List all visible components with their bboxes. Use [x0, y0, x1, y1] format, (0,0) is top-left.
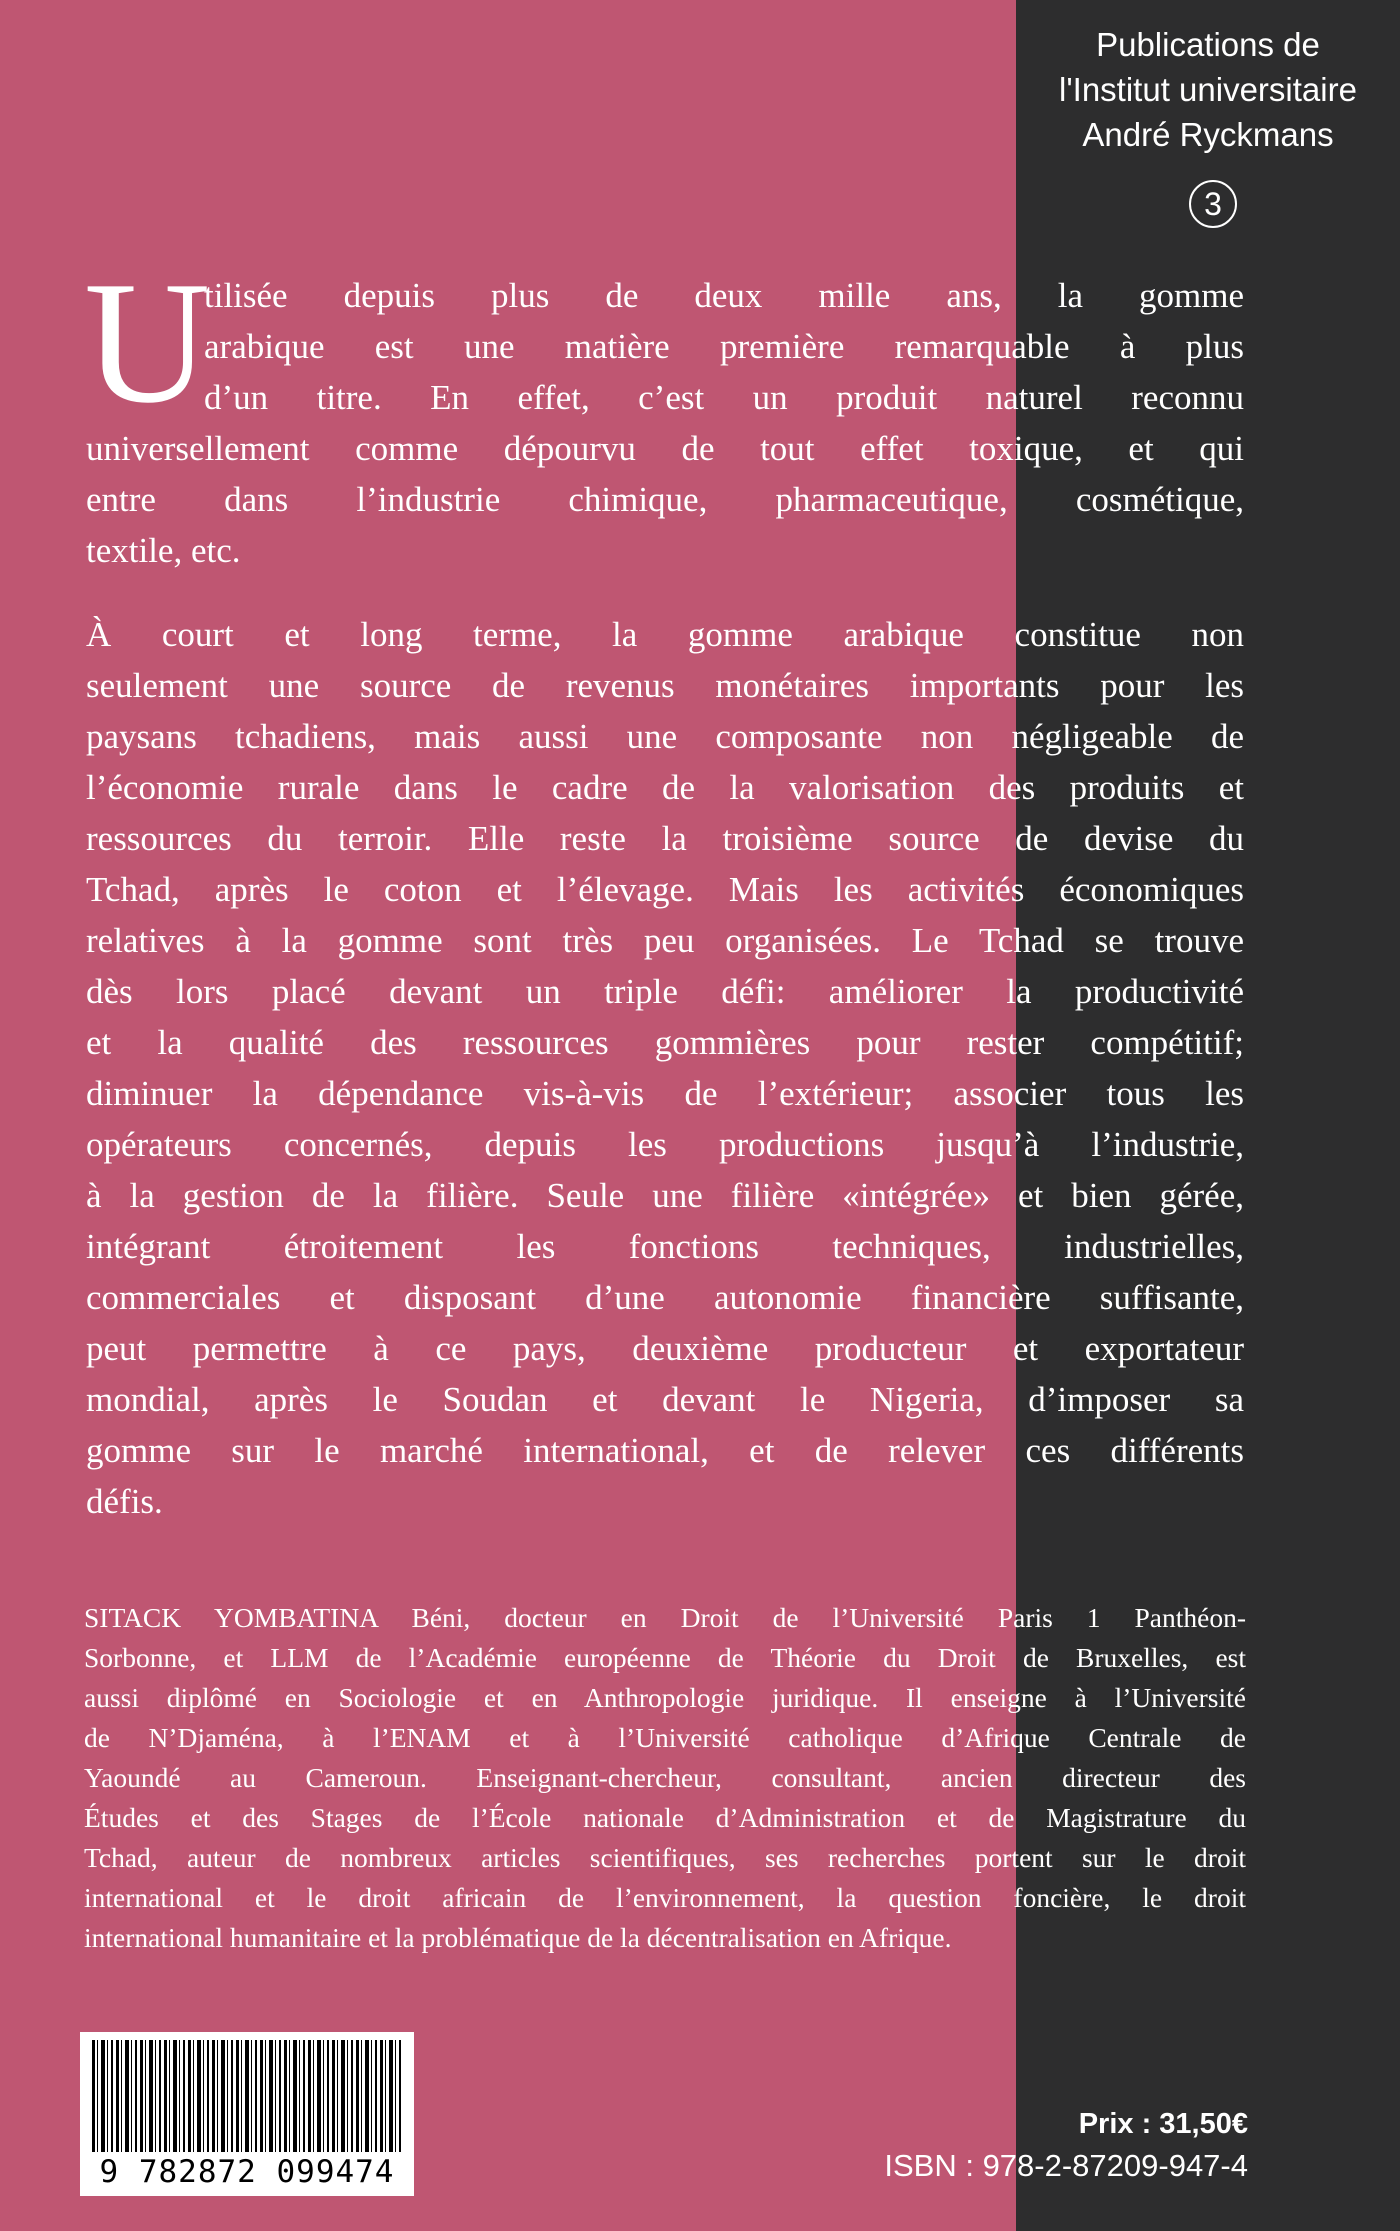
series-title — [1016, 22, 1400, 157]
price-label: Prix : 31,50€ — [1078, 2108, 1248, 2140]
paragraph2-line: peut permettre à ce pays, deuxième producteur et exportateur — [86, 1329, 1244, 1368]
paragraph2-line: et la qualité des ressources gommières pour rester compétitif; — [86, 1023, 1244, 1062]
barcode-digits: 9 782872 099474 — [99, 2154, 395, 2190]
author-bio-line: aussi diplômé en Sociologie et en Anthropologie juridique. Il enseigne à l’Université — [84, 1682, 1246, 1713]
paragraph2-line: paysans tchadiens, mais aussi une composante non négligeable de — [86, 717, 1244, 756]
paragraph1-line: universellement comme dépourvu de tout effet toxique, et qui — [86, 429, 1244, 468]
paragraph2-line: relatives à la gomme sont très peu organisées. Le Tchad se trouve — [86, 921, 1244, 960]
isbn-barcode — [80, 2032, 414, 2196]
paragraph2-line: Tchad, après le coton et l’élevage. Mais les activités économiques — [86, 870, 1244, 909]
paragraph1-line: textile, etc. — [86, 531, 241, 570]
series-number-badge: 3 — [1189, 180, 1237, 228]
paragraph1-line: entre dans l’industrie chimique, pharmaceutique, cosmétique, — [86, 480, 1244, 519]
author-bio-line: SITACK YOMBATINA Béni, docteur en Droit de l’Université Paris 1 Panthéon- — [84, 1602, 1246, 1633]
paragraph2-line: l’économie rurale dans le cadre de la valorisation des produits et — [86, 768, 1244, 807]
author-bio-line: Sorbonne, et LLM de l’Académie européenne de Théorie du Droit de Bruxelles, est — [84, 1642, 1246, 1673]
paragraph2-line: intégrant étroitement les fonctions techniques, industrielles, — [86, 1227, 1244, 1266]
author-bio-line: de N’Djaména, à l’ENAM et à l’Université catholique d’Afrique Centrale de — [84, 1722, 1246, 1753]
paragraph2-line: dès lors placé devant un triple défi: améliorer la productivité — [86, 972, 1244, 1011]
paragraph2-line: diminuer la dépendance vis-à-vis de l’extérieur; associer tous les — [86, 1074, 1244, 1113]
author-bio-line: international et le droit africain de l’environnement, la question foncière, le droit — [84, 1882, 1246, 1913]
paragraph2-line: mondial, après le Soudan et devant le Nigeria, d’imposer sa — [86, 1380, 1244, 1419]
series-line-1: Publications de — [1096, 26, 1320, 63]
barcode-bars — [92, 2040, 402, 2152]
paragraph2-line: opérateurs concernés, depuis les productions jusqu’à l’industrie, — [86, 1125, 1244, 1164]
author-bio-line: Études et des Stages de l’École nationale d’Administration et de Magistrature du — [84, 1802, 1246, 1833]
series-line-2: l'Institut universitaire — [1059, 71, 1357, 108]
author-bio-line: Tchad, auteur de nombreux articles scientifiques, ses recherches portent sur le droit — [84, 1842, 1246, 1873]
paragraph1-line: d’un titre. En effet, c’est un produit naturel reconnu — [204, 378, 1244, 417]
paragraph2-line: à la gestion de la filière. Seule une filière «intégrée» et bien gérée, — [86, 1176, 1244, 1215]
author-bio-line: international humanitaire et la problématique de la décentralisation en Afrique. — [84, 1922, 952, 1953]
paragraph1-line: tilisée depuis plus de deux mille ans, la gomme — [204, 276, 1244, 315]
paragraph2-line: ressources du terroir. Elle reste la troisième source de devise du — [86, 819, 1244, 858]
isbn-label: ISBN : 978-2-87209-947-4 — [884, 2148, 1248, 2183]
drop-cap: U — [84, 245, 211, 439]
paragraph1-line: arabique est une matière première remarquable à plus — [204, 327, 1244, 366]
series-line-3: André Ryckmans — [1082, 116, 1334, 153]
paragraph2-line: À court et long terme, la gomme arabique constitue non — [86, 615, 1244, 654]
paragraph2-line: seulement une source de revenus monétaires importants pour les — [86, 666, 1244, 705]
paragraph2-line: gomme sur le marché international, et de relever ces différents — [86, 1431, 1244, 1470]
paragraph2-line: défis. — [86, 1482, 163, 1521]
author-bio-line: Yaoundé au Cameroun. Enseignant-chercheur, consultant, ancien directeur des — [84, 1762, 1246, 1793]
paragraph2-line: commerciales et disposant d’une autonomie financière suffisante, — [86, 1278, 1244, 1317]
